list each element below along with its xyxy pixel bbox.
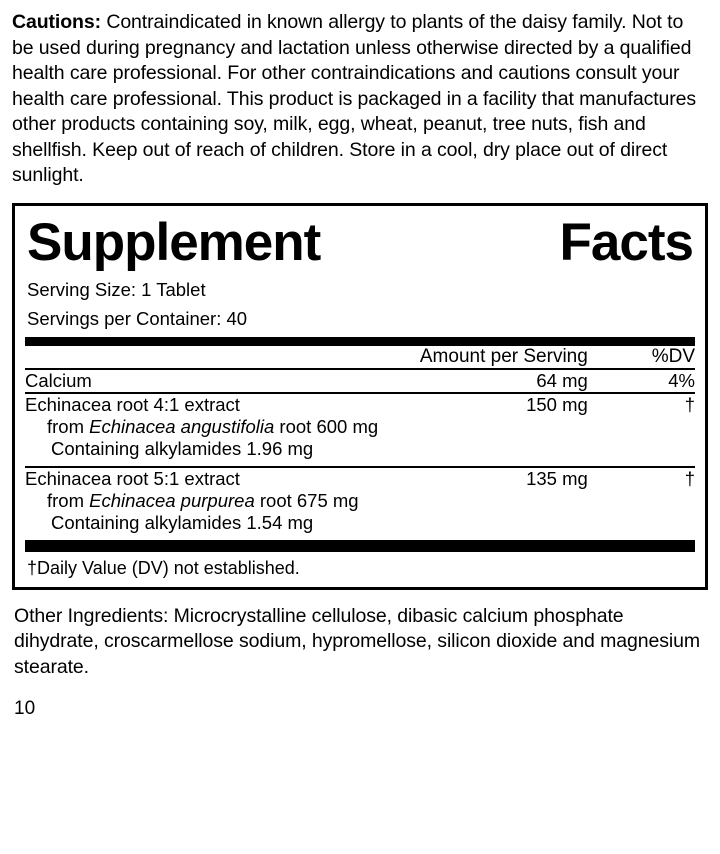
title-supplement: Supplement	[27, 212, 321, 272]
table-subrow	[25, 416, 695, 438]
title-facts: Facts	[559, 212, 693, 272]
supplement-facts-title	[25, 212, 695, 272]
nutrition-table	[25, 346, 695, 368]
row-subline: Containing alkylamides 1.54 mg	[51, 511, 314, 533]
nutrition-row-echinacea-5-1	[25, 468, 695, 534]
row-name: Echinacea root 4:1 extract	[25, 393, 240, 415]
cautions-paragraph	[12, 10, 708, 189]
row-subline: Containing alkylamides 1.96 mg	[51, 437, 314, 459]
table-subrow	[25, 438, 695, 460]
nutrition-row-echinacea-4-1	[25, 394, 695, 460]
page-number: 10	[14, 698, 36, 719]
subline-italic: Echinacea angustifolia	[89, 415, 275, 437]
divider-thick-top	[25, 337, 695, 346]
subline-suffix: root 600 mg	[274, 415, 379, 437]
row-dv: †	[684, 467, 695, 489]
table-row	[25, 370, 695, 392]
divider-thick-bottom	[25, 540, 695, 552]
subline-prefix: from	[47, 489, 90, 511]
daily-value-footnote: †Daily Value (DV) not established.	[27, 557, 300, 578]
row-dv: †	[684, 393, 695, 415]
table-row	[25, 394, 695, 416]
row-name: Echinacea root 5:1 extract	[25, 467, 240, 489]
nutrition-row-calcium	[25, 370, 695, 392]
table-header-row	[25, 346, 695, 368]
row-subline	[25, 490, 695, 512]
table-subrow	[25, 512, 695, 534]
subline-suffix: root 675 mg	[254, 489, 359, 511]
table-row	[25, 468, 695, 490]
row-name: Calcium	[25, 369, 92, 391]
row-amount: 135 mg	[526, 467, 588, 489]
header-amount: Amount per Serving	[419, 345, 588, 367]
cautions-label: Cautions:	[12, 11, 102, 33]
header-blank	[25, 346, 387, 368]
row-subline	[25, 416, 695, 438]
supplement-facts-panel	[12, 203, 708, 590]
other-ingredients: Other Ingredients: Microcrystalline cellulose, dibasic calcium phosphate dihydrate, croscarmellose sodium, hypromellose, silicon dioxide and magnesium stearate.	[14, 604, 700, 678]
row-amount: 150 mg	[526, 393, 588, 415]
subline-prefix: from	[47, 415, 90, 437]
row-amount: 64 mg	[536, 369, 588, 391]
table-subrow	[25, 490, 695, 512]
row-dv: 4%	[668, 369, 695, 391]
cautions-text: Contraindicated in known allergy to plants of the daisy family. Not to be used during pregnancy and lactation unless otherwise directed by a qualified health care professional. For other contraindications and cautions consult your health care professional. This product is packaged in a facility that manufactures other products containing soy, milk, egg, wheat, peanut, tree nuts, fish and shellfish. Keep out of reach of children. Store in a cool, dry place out of direct sunlight.	[12, 11, 697, 186]
servings-per-container: Servings per Container: 40	[27, 307, 248, 329]
serving-size: Serving Size: 1 Tablet	[27, 278, 206, 300]
header-dv: %DV	[651, 345, 695, 367]
subline-italic: Echinacea purpurea	[89, 489, 255, 511]
